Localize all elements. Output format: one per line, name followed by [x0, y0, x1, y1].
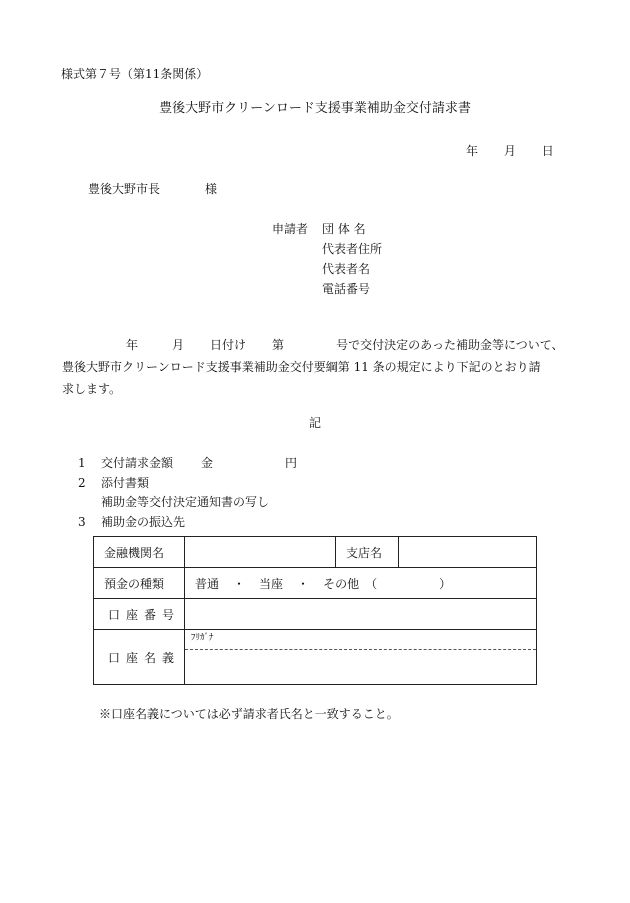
item-1-label: 交付請求金額 [101, 456, 174, 470]
ki-heading: 記 [308, 416, 321, 430]
body-line-3: 求します。 [62, 382, 122, 396]
item-1-request-amount [78, 456, 297, 470]
amount-yen: 円 [285, 456, 298, 470]
item-3-label: 補助金の振込先 [101, 515, 186, 529]
furigana-label: ﾌﾘｶﾞﾅ [191, 633, 214, 643]
option-toza[interactable]: 当座 [259, 576, 284, 591]
item-2-attachment-detail: 補助金等交付決定通知書の写し [101, 495, 270, 509]
body-dated: 日付け [210, 338, 247, 352]
deposit-type-options [185, 568, 537, 599]
date-month-label: 月 [503, 144, 516, 158]
addressee-honorific: 様 [205, 182, 218, 196]
deposit-type-label: 預金の種類 [94, 568, 185, 599]
addressee-name: 豊後大野市長 [88, 182, 161, 196]
applicant-rep-name-label: 代表者名 [322, 262, 371, 276]
account-number-label: 口座番号 [94, 599, 185, 630]
option-other-open-paren: （ [365, 576, 378, 591]
item-2-attachments [78, 476, 149, 490]
option-other[interactable]: その他 [323, 576, 360, 591]
bank-account-table [93, 536, 537, 685]
applicant-rep-address-label: 代表者住所 [322, 242, 383, 256]
body-dai: 第 [272, 338, 285, 352]
institution-label: 金融機関名 [94, 537, 185, 568]
bank-row-institution [94, 537, 537, 568]
document-title: 豊後大野市クリーンロード支援事業補助金交付請求書 [159, 101, 471, 116]
date-line [466, 144, 554, 158]
account-name-note: ※口座名義については必ず請求者氏名と一致すること。 [99, 707, 399, 721]
request-body-text [62, 334, 572, 400]
option-other-close-paren: ） [439, 576, 452, 591]
account-name-label: 口座名義 [94, 630, 185, 685]
body-year: 年 [126, 338, 139, 352]
date-day-label: 日 [541, 144, 554, 158]
body-line1-rest: 号で交付決定のあった補助金等について、 [336, 338, 564, 352]
account-name-input[interactable] [185, 650, 536, 684]
branch-label: 支店名 [336, 537, 399, 568]
account-name-cell [185, 630, 537, 685]
body-line-2: 豊後大野市クリーンロード支援事業補助金交付要綱第 11 条の規定により下記のとおり請 [62, 360, 541, 374]
bank-row-account-name [94, 630, 537, 685]
option-separator-1: ・ [233, 576, 246, 591]
bank-row-deposit-type [94, 568, 537, 599]
option-separator-2: ・ [297, 576, 310, 591]
applicant-phone-label: 電話番号 [322, 282, 371, 296]
option-futsu[interactable]: 普通 [195, 576, 220, 591]
body-month: 月 [172, 338, 185, 352]
form-number: 様式第７号（第11条関係） [61, 67, 209, 81]
item-2-number: 2 [78, 476, 86, 490]
branch-input[interactable] [399, 537, 537, 568]
bank-row-account-number [94, 599, 537, 630]
date-year-label: 年 [466, 144, 479, 158]
institution-input[interactable] [185, 537, 336, 568]
applicant-group-name-label: 団 体 名 [322, 222, 366, 236]
furigana-input[interactable] [185, 630, 536, 650]
addressee [88, 182, 217, 196]
account-number-input[interactable] [185, 599, 537, 630]
applicant-label: 申請者 [272, 222, 309, 236]
item-2-label: 添付書類 [101, 476, 150, 490]
body-line-1 [62, 334, 572, 356]
item-3-transfer-destination [78, 515, 185, 529]
item-1-number: 1 [78, 456, 86, 470]
amount-kin: 金 [201, 456, 214, 470]
item-3-number: 3 [78, 515, 86, 529]
